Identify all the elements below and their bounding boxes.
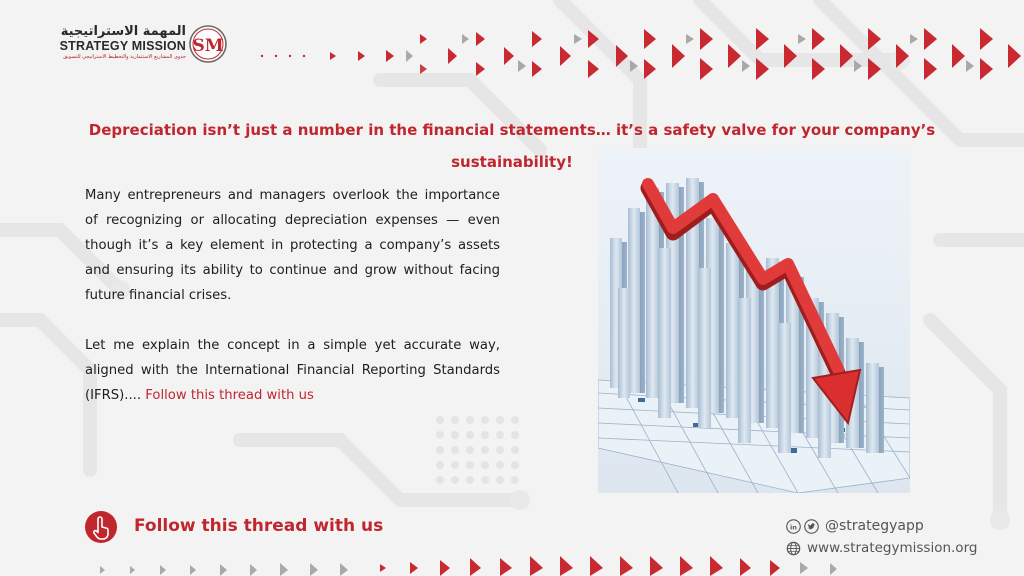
contact-info [786,516,996,558]
headline: Depreciation isn’t just a number in the financial statements… it’s a safety valve for your company’s sustainability! [88,121,936,171]
svg-text:in: in [790,522,797,531]
twitter-icon[interactable] [804,519,819,534]
website-link[interactable]: www.strategymission.org [807,540,978,556]
globe-icon [786,541,801,556]
logo-wordmark [58,24,186,61]
brand-name-english: STRATEGY MISSION [59,39,186,53]
brand-name-arabic: المهمة الاستراتيجية [60,24,186,39]
brand-tagline-arabic: جدوى المشاريع الاستثمارية والتخطيط الاستراتيجي للتسويق [63,54,186,60]
paragraph-1: Many entrepreneurs and managers overlook the importance of recognizing or allocating depreciation expenses — even though it’s a key element in protecting a company’s assets and ensuring its ability to continue and grow without facing future financial crises. [85,188,500,303]
cta-label: Follow this thread with us [134,516,384,536]
linkedin-icon[interactable] [786,519,801,534]
brand-logo[interactable] [58,24,233,68]
paragraph-2-text: Let me explain the concept in a simple yet accurate way, aligned with the International Financial Reporting Standards (IFRS).... [85,338,500,403]
declining-bar-chart-icon [598,148,910,493]
sm-monogram-icon [188,24,228,64]
paragraph-2 [85,333,500,408]
follow-thread-link[interactable]: Follow this thread with us [145,388,314,403]
declining-chart-illustration [598,148,910,493]
website-row[interactable] [786,538,996,558]
body-text [85,183,500,408]
monogram-text: SM [192,36,224,56]
social-handle[interactable]: @strategyapp [825,518,924,534]
pointer-hand-icon [84,510,118,544]
social-handle-row[interactable] [786,516,996,536]
